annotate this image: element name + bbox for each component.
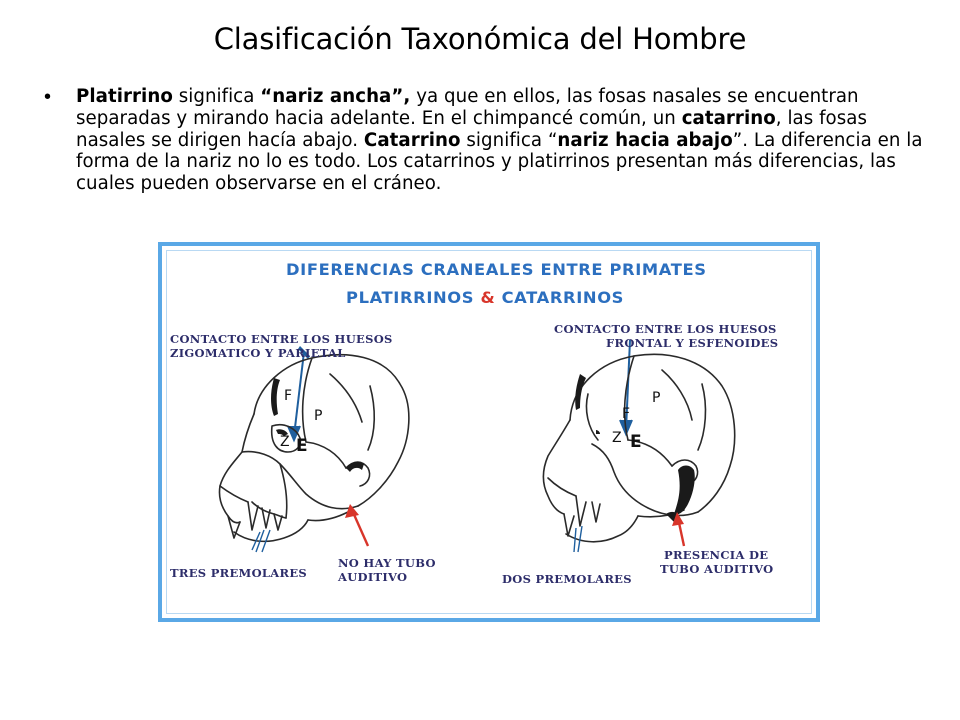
figure-title-line1: DIFERENCIAS CRANEALES ENTRE PRIMATES <box>286 260 707 279</box>
right-contact-line2: FRONTAL Y ESFENOIDES <box>606 336 779 350</box>
catarrhine-skull-drawing <box>492 246 820 576</box>
figure-title-ampersand: & <box>480 288 496 307</box>
bullet-text-part: significa “ <box>460 129 558 151</box>
right-letter-z: Z <box>612 430 622 446</box>
left-letter-e: E <box>296 436 308 456</box>
left-contact-line1: CONTACTO ENTRE LOS HUESOS <box>170 332 393 346</box>
right-letter-p: P <box>652 390 661 406</box>
bullet-bold-catarrino-2: Catarrino <box>363 129 461 151</box>
bullet-text-part: ya que en ellos, las fosas nasales se encuentran separadas y mirando hacia adelante. En el chimpancé común, un <box>76 86 859 129</box>
bullet-bold-nariz-hacia-abajo: nariz hacia abajo <box>557 129 733 151</box>
left-tube-label <box>338 556 436 584</box>
bullet-marker: • <box>44 86 52 108</box>
left-premolars-label: TRES PREMOLARES <box>170 566 308 580</box>
left-tube-line1: NO HAY TUBO <box>338 556 436 570</box>
slide-title: Clasificación Taxonómica del Hombre <box>213 22 747 56</box>
right-contact-line1: CONTACTO ENTRE LOS HUESOS <box>554 322 777 336</box>
right-letter-f: F <box>622 406 631 422</box>
platyrrhine-skull-drawing <box>162 246 492 576</box>
bullet-text-part: , las fosas nasales se dirigen hacía abajo. <box>76 107 867 151</box>
left-letter-p: P <box>314 408 323 424</box>
bullet-list <box>44 86 924 195</box>
bullet-bold-nariz-ancha: “nariz ancha”, <box>260 86 411 107</box>
right-tube-label <box>660 548 773 576</box>
bullet-bold-platirrino: Platirrino <box>76 86 173 107</box>
left-letter-f: F <box>284 388 293 404</box>
left-red-arrow <box>345 504 368 546</box>
bullet-bold-catarrino: catarrino <box>681 107 776 129</box>
bullet-paragraph <box>76 86 924 195</box>
skull-comparison-figure <box>158 242 820 622</box>
right-letter-e: E <box>630 432 642 452</box>
right-tube-line1: PRESENCIA DE <box>664 548 769 562</box>
left-contact-line2: ZIGOMATICO Y PARIETAL <box>170 346 346 360</box>
figure-title-catarrinos: CATARRINOS <box>501 288 625 307</box>
figure-title-platirrinos: PLATIRRINOS <box>346 288 475 307</box>
left-letter-z: Z <box>280 434 290 450</box>
left-skull-outline <box>219 355 408 542</box>
bullet-text-part: significa <box>172 86 261 107</box>
right-contact-label <box>554 322 778 350</box>
right-tube-line2: TUBO AUDITIVO <box>660 562 774 576</box>
bullet-text-part: ”. La diferencia en la forma de la nariz no lo es todo. Los catarrinos y platirrinos presentan más diferencias, las cuales pueden observarse en el cráneo. <box>76 129 923 195</box>
right-premolars-label: DOS PREMOLARES <box>502 572 632 586</box>
left-tube-line2: AUDITIVO <box>338 570 408 584</box>
left-contact-label <box>170 332 393 360</box>
